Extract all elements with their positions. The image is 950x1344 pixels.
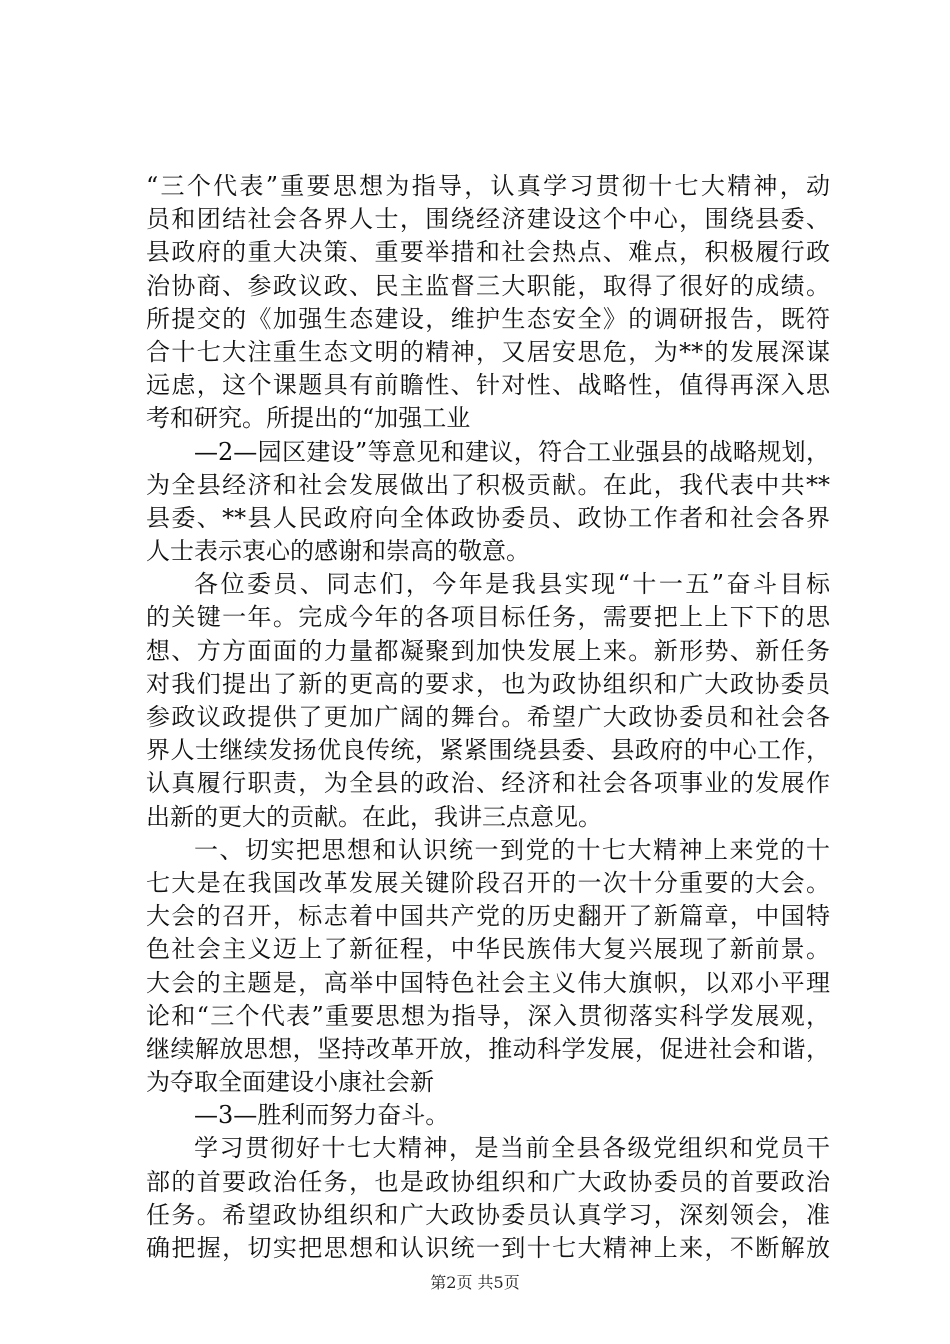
text-line: 界人士继续发扬优良传统，紧紧围绕县委、县政府的中心工作， <box>146 736 830 765</box>
text-line: 人士表示衷心的感谢和崇高的敬意。 <box>146 537 530 566</box>
text-line: 县政府的重大决策、重要举措和社会热点、难点，积极履行政 <box>146 238 830 267</box>
text-line: 为全县经济和社会发展做出了积极贡献。在此，我代表中共** <box>146 470 830 499</box>
text-line: 参政议政提供了更加广阔的舞台。希望广大政协委员和社会各 <box>146 703 830 731</box>
text-line: 想、方方面面的力量都凝聚到加快发展上来。新形势、新任务 <box>146 636 830 665</box>
text-line: 员和团结社会各界人士，围绕经济建设这个中心，围绕县委、 <box>146 205 830 234</box>
document-body <box>146 170 830 1265</box>
text-line: 为夺取全面建设小康社会新 <box>146 1068 434 1097</box>
text-line: 任务。希望政协组织和广大政协委员认真学习，深刻领会，准 <box>146 1200 830 1229</box>
text-line: 论和“三个代表”重要思想为指导，深入贯彻落实科学发展观， <box>146 1001 830 1030</box>
text-line: 各位委员、同志们，今年是我县实现“十一五”奋斗目标 <box>194 570 830 599</box>
text-line: 合十七大注重生态文明的精神，又居安思危，为**的发展深谋 <box>146 337 830 366</box>
text-line: —2—园区建设”等意见和建议，符合工业强县的战略规划， <box>194 437 830 466</box>
text-line: —3—胜利而努力奋斗。 <box>194 1101 450 1130</box>
text-line: 所提交的《加强生态建设，维护生态安全》的调研报告，既符 <box>146 304 830 333</box>
text-line: 大会的召开，标志着中国共产党的历史翻开了新篇章，中国特 <box>146 902 830 931</box>
text-line: 学习贯彻好十七大精神，是当前全县各级党组织和党员干 <box>194 1134 830 1163</box>
text-line: 继续解放思想，坚持改革开放，推动科学发展，促进社会和谐， <box>146 1034 830 1063</box>
text-line: “三个代表”重要思想为指导，认真学习贯彻十七大精神，动 <box>146 172 830 200</box>
text-line: 认真履行职责，为全县的政治、经济和社会各项事业的发展作 <box>146 769 830 798</box>
text-line: 治协商、参政议政、民主监督三大职能，取得了很好的成绩。 <box>146 271 830 300</box>
text-line: 远虑，这个课题具有前瞻性、针对性、战略性，值得再深入思 <box>146 371 830 400</box>
text-line: 七大是在我国改革发展关键阶段召开的一次十分重要的大会。 <box>146 868 830 897</box>
page-number-footer: 第2页 共5页 <box>430 1273 520 1292</box>
text-line: 一、切实把思想和认识统一到党的十七大精神上来党的十 <box>194 835 830 864</box>
text-line: 出新的更大的贡献。在此，我讲三点意见。 <box>146 802 602 831</box>
text-line: 部的首要政治任务，也是政协组织和广大政协委员的首要政治 <box>146 1167 830 1196</box>
text-line: 对我们提出了新的更高的要求，也为政协组织和广大政协委员 <box>146 669 830 698</box>
text-line: 确把握，切实把思想和认识统一到十七大精神上来，不断解放 <box>146 1234 830 1262</box>
text-line: 的关键一年。完成今年的各项目标任务，需要把上上下下的思 <box>146 603 830 632</box>
text-line: 大会的主题是，高举中国特色社会主义伟大旗帜，以邓小平理 <box>146 968 830 997</box>
text-line: 色社会主义迈上了新征程，中华民族伟大复兴展现了新前景。 <box>146 935 830 964</box>
text-line: 考和研究。所提出的“加强工业 <box>146 404 471 433</box>
text-line: 县委、**县人民政府向全体政协委员、政协工作者和社会各界 <box>146 503 830 532</box>
